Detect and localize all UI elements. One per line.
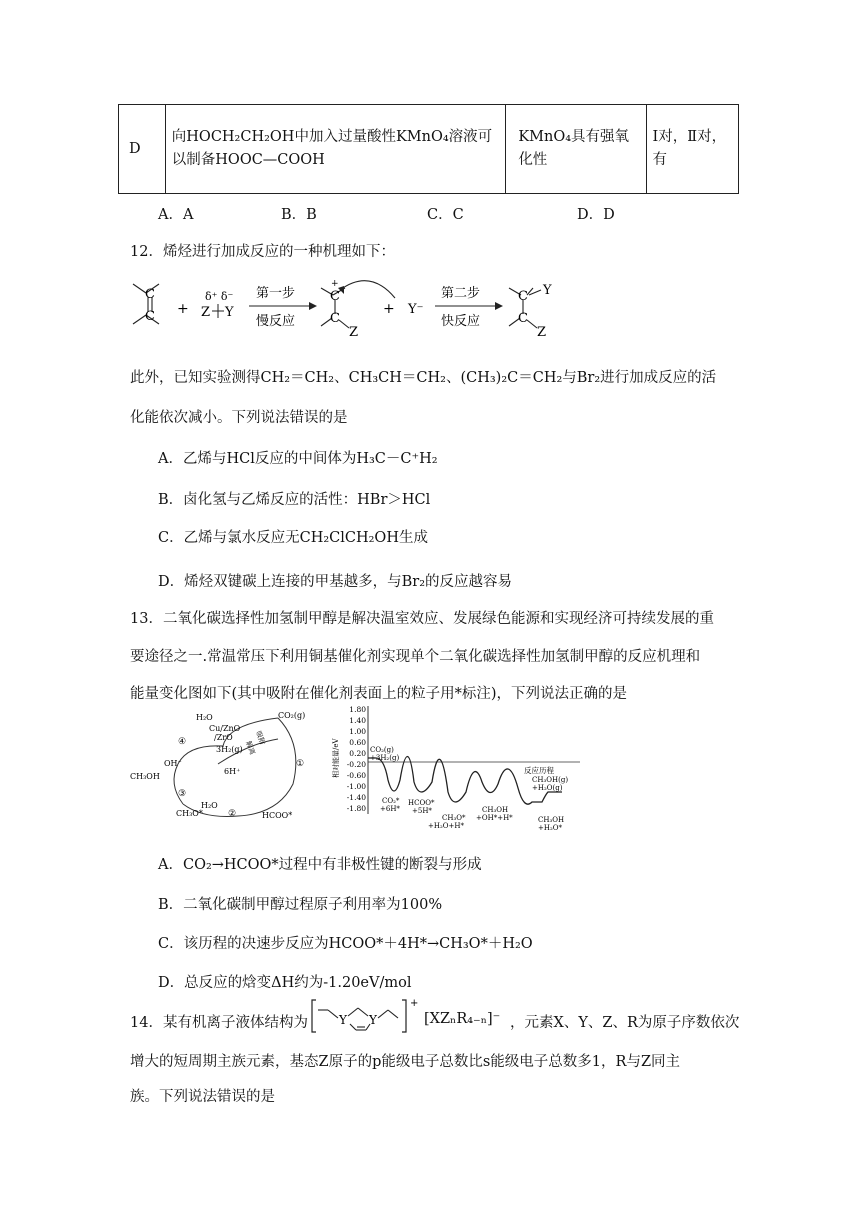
energy-label: CO₂* (382, 797, 400, 805)
energy-label: +6H* (380, 805, 400, 813)
energy-label: +H₂O* (538, 824, 563, 832)
cycle-catalyst-2: /ZrO (214, 733, 233, 742)
svg-text:+: + (383, 301, 395, 317)
svg-text:Y: Y (543, 283, 552, 298)
energy-label: +H₂O(g) (532, 784, 563, 792)
cycle-co2: CO₂(g) (278, 711, 306, 720)
y-tick: -0.60 (346, 771, 366, 780)
q12-stem: 12．烯烃进行加成反应的一种机理如下： (130, 244, 395, 260)
q12-option-d: D．烯烃双键碳上连接的甲基越多，与Br₂的反应越容易 (158, 574, 513, 590)
energy-label: CO₂(g) (370, 746, 394, 754)
q12-option-a: A．乙烯与HCl反应的中间体为H₃C－C⁺H₂ (158, 451, 438, 467)
svg-text:Y: Y (225, 305, 234, 320)
q13-option-a: A．CO₂→HCOO*过程中有非极性键的断裂与形成 (158, 857, 482, 873)
reaction-cycle-diagram (128, 704, 328, 829)
q14-stem-prefix: 14．某有机离子液体结构为 (130, 1015, 308, 1031)
energy-y-label: 相对能量/eV (332, 738, 340, 778)
y-tick: -1.40 (346, 793, 366, 802)
svg-text:C: C (330, 289, 340, 304)
q11-option-c: C．C (427, 207, 464, 223)
addition-mechanism-figure (125, 276, 565, 346)
q12-text-line-1: 此外，已知实验测得CH₂＝CH₂、CH₃CH＝CH₂、(CH₃)₂C＝CH₂与Br₂进行加成反应的活 (130, 370, 717, 386)
y-tick: -1.00 (346, 782, 366, 791)
cycle-hcoo: HCOO* (262, 811, 293, 820)
y-tick: -1.80 (346, 804, 366, 813)
svg-text:Z: Z (349, 325, 359, 340)
svg-text:C: C (518, 289, 528, 304)
y-tick: 0.60 (349, 738, 366, 747)
y-tick: -0.20 (346, 760, 366, 769)
cycle-adsorb: 吸附 (254, 729, 267, 746)
cycle-step-4: ④ (178, 737, 187, 747)
step1-label-a: 第一步 (256, 286, 296, 301)
statement-cell (165, 105, 506, 194)
energy-label: +5H* (412, 807, 432, 815)
q14-line-2: 增大的短周期主族元素，基态Z原子的p能级电子总数比s能级电子总数多1，R与Z同主 (130, 1054, 681, 1070)
energy-label: CH₃O* (442, 814, 466, 822)
q11-option-a: A．A (158, 207, 194, 223)
cycle-step-2: ② (228, 809, 237, 819)
energy-label: CH₃OH (538, 816, 565, 824)
cycle-step-3: ③ (178, 789, 187, 799)
energy-label: CH₃OH(g) (532, 776, 569, 784)
cycle-oh: OH⁻ (164, 759, 182, 768)
svg-text:Z: Z (201, 305, 211, 320)
energy-label: +OH*+H* (476, 814, 513, 822)
svg-text:δ⁺ δ⁻: δ⁺ δ⁻ (205, 290, 234, 303)
y-tick: 0.20 (349, 749, 366, 758)
q13-option-c: C．该历程的决速步反应为HCOO*＋4H*→CH₃O*＋H₂O (158, 936, 533, 952)
reason-cell (506, 105, 646, 194)
cycle-h2: 3H₂(g) (216, 745, 243, 754)
cycle-h2o-low: H₂O (201, 801, 218, 810)
svg-text:C: C (518, 311, 528, 326)
question-11-table-row (118, 104, 739, 194)
judgement-line-2: 有 (652, 152, 668, 168)
cycle-dissociate: 解离 (244, 739, 257, 756)
q13-stem-line-1: 13．二氧化碳选择性加氢制甲醇是解决温室效应、发展绿色能源和实现经济可持续发展的重 (130, 611, 714, 627)
judgement-line-1: Ⅰ对，Ⅱ对， (652, 129, 727, 145)
reason-line-1: KMnO₄具有强氧 (518, 129, 630, 145)
energy-x-label: 反应历程 (524, 766, 554, 775)
cycle-ch3o: CH₃O* (176, 809, 203, 818)
q12-option-b: B．卤化氢与乙烯反应的活性：HBr＞HCl (158, 492, 431, 508)
svg-text:+: + (331, 279, 339, 289)
energy-label: HCOO* (408, 799, 435, 807)
q13-option-b: B．二氧化碳制甲醇过程原子利用率为100% (158, 897, 443, 913)
q14-line-3: 族。下列说法错误的是 (130, 1089, 275, 1105)
q12-text-line-2: 化能依次减小。下列说法错误的是 (130, 410, 348, 426)
q13-stem-line-3: 能量变化图如下(其中吸附在催化剂表面上的粒子用*标注)，下列说法正确的是 (130, 686, 628, 702)
q13-option-d: D．总反应的焓变ΔH约为-1.20eV/mol (158, 975, 412, 991)
cycle-catalyst-1: Cu/ZnO (209, 724, 241, 733)
cycle-h2o-top: H₂O (196, 713, 213, 722)
q14-stem-suffix: ，元素X、Y、Z、R为原子序数依次 (510, 1015, 740, 1031)
ring-atom-y1: Y (339, 1013, 347, 1027)
svg-text:C: C (330, 311, 340, 326)
step2-label-b: 快反应 (441, 314, 481, 329)
judgement-cell (646, 105, 738, 194)
statement-line-2: 以制备HOOC—COOH (171, 152, 325, 168)
q13-stem-line-2: 要途径之一.常温常压下利用铜基催化剂实现单个二氧化碳选择性加氢制甲醇的反应机理和 (130, 649, 701, 665)
q12-option-c: C．乙烯与氯水反应无CH₂ClCH₂OH生成 (158, 530, 428, 546)
step1-label-b: 慢反应 (256, 314, 296, 329)
svg-text:C: C (145, 287, 155, 302)
q11-option-b: B．B (281, 207, 317, 223)
svg-text:+: + (410, 998, 419, 1009)
y-tick: 1.00 (349, 727, 366, 736)
cycle-ch3oh: CH₃OH (130, 772, 160, 781)
row-label: D (119, 105, 166, 194)
q11-option-d: D．D (577, 207, 615, 223)
cycle-6h: 6H⁺ (224, 767, 241, 776)
svg-text:Z: Z (537, 325, 547, 340)
q14-anion: [XZₙR₄₋ₙ]⁻ (424, 1011, 501, 1027)
step2-label-a: 第二步 (441, 286, 481, 301)
svg-text:+: + (177, 301, 189, 317)
cycle-step-1: ① (296, 759, 305, 769)
energy-profile-diagram (332, 702, 582, 832)
energy-label: CH₃OH (482, 806, 509, 814)
statement-line-1: 向HOCH₂CH₂OH中加入过量酸性KMnO₄溶液可 (171, 129, 493, 145)
y-tick: 1.40 (349, 716, 366, 725)
svg-text:Y⁻: Y⁻ (408, 302, 424, 317)
energy-label: +H₂O+H* (428, 822, 464, 830)
energy-label: +3H₂(g) (370, 754, 400, 762)
reason-line-2: 化性 (518, 152, 548, 168)
ionic-liquid-cation-structure (310, 996, 420, 1036)
ring-atom-y2: Y (369, 1013, 377, 1027)
svg-text:C: C (145, 309, 155, 324)
y-tick: 1.80 (349, 705, 366, 714)
